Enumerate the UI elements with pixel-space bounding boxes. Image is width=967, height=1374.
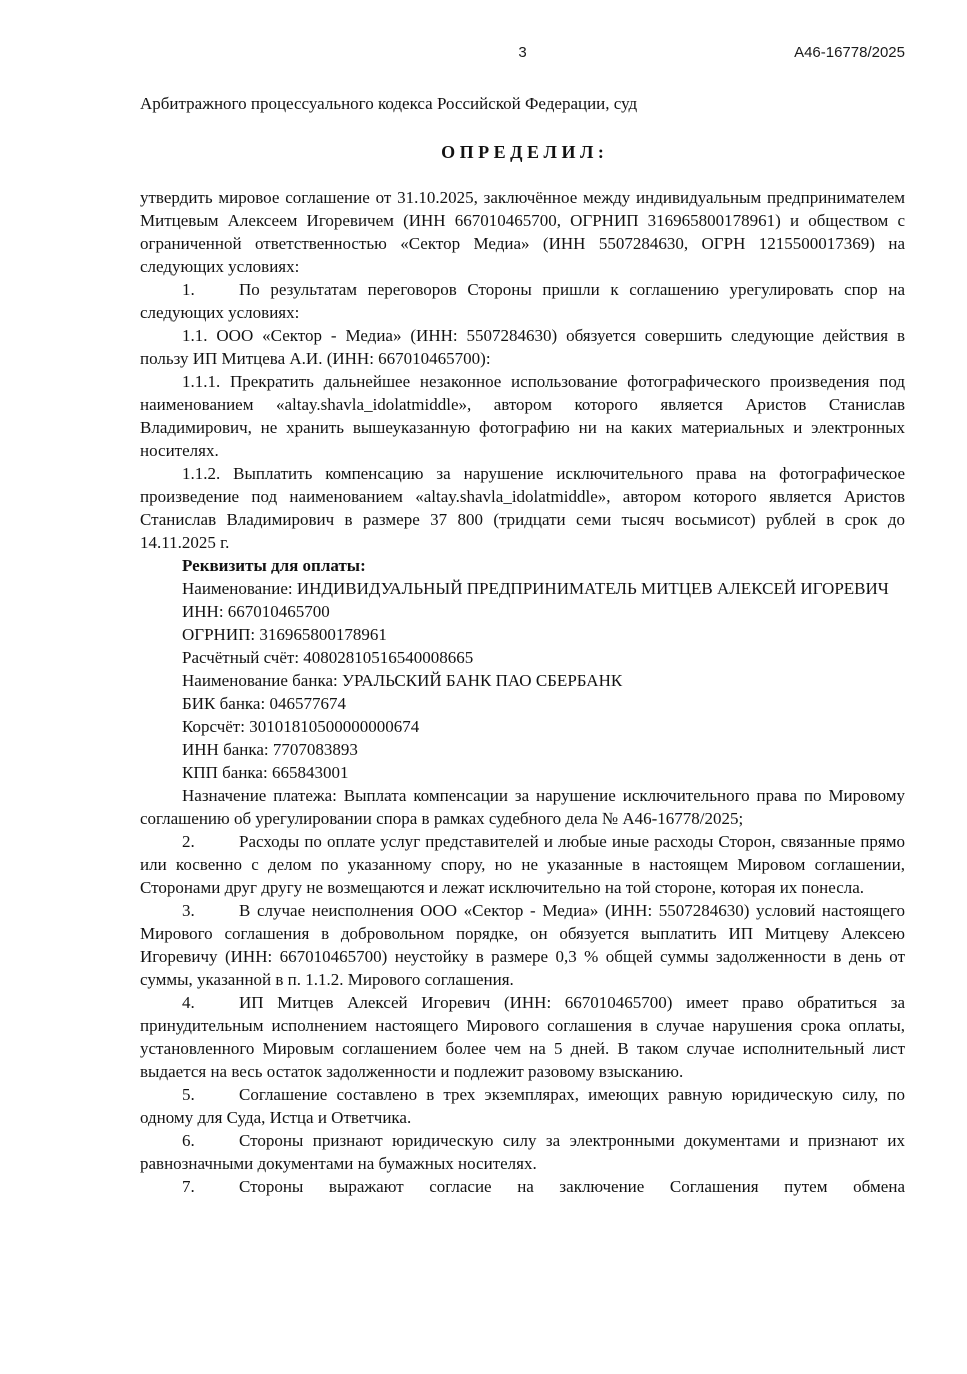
paragraph: 6. Стороны признают юридическую силу за электронными документами и признают их равнозначными документами на бумажных носителях. [140,1131,905,1173]
requisite-line: КПП банка: 665843001 [182,763,349,782]
paragraph-number: 1. [182,280,195,299]
intro-line: Арбитражного процессуального кодекса Российской Федерации, суд [140,94,638,113]
paragraph: 5. Соглашение составлено в трех экземплярах, имеющих равную юридическую силу, по одному для Суда, Истца и Ответчика. [140,1085,905,1127]
document-body [140,186,905,1198]
paragraph: 1. По результатам переговоров Стороны пришли к соглашению урегулировать спор на следующих условиях: [140,280,905,322]
requisite-line: ОГРНИП: 316965800178961 [182,625,387,644]
requisite-line: Наименование: ИНДИВИДУАЛЬНЫЙ ПРЕДПРИНИМАТЕЛЬ МИТЦЕВ АЛЕКСЕЙ ИГОРЕВИЧ [182,579,889,598]
paragraph-number: 3. [182,901,195,920]
paragraph-number: 5. [182,1085,195,1104]
requisite-line: БИК банка: 046577674 [182,694,346,713]
requisites-block [182,577,905,784]
paragraph: утвердить мировое соглашение от 31.10.2025, заключённое между индивидуальным предпринимателем Митцевым Алексеем Игоревичем (ИНН 667010465700, ОГРНИП 316965800178961) и обществом с ограниченной ответственностью «Сектор Медиа» (ИНН 5507284630, ОГРН 1215500017369) на следующих условиях: [140,188,905,276]
page-header [140,44,905,62]
requisite-line: ИНН банка: 7707083893 [182,740,358,759]
paragraph-number: 6. [182,1131,195,1150]
paragraph: Реквизиты для оплаты: [182,556,366,575]
requisite-line: Расчётный счёт: 40802810516540008665 [182,648,474,667]
paragraph: 1.1.1. Прекратить дальнейшее незаконное использование фотографического произведения под наименованием «altay.shavla_idolatmiddle», автором которого является Аристов Станислав Владимирович, не хранить вышеуказанную фотографию ни на каких материальных и электронных носителях. [140,372,905,460]
paragraph: 3. В случае неисполнения ООО «Сектор - Медиа» (ИНН: 5507284630) условий настоящего Мирового соглашения в добровольном порядке, он обязуется выплатить ИП Митцеву Алексею Игоревичу (ИНН: 667010465700) неустойку в размере 0,3 % общей суммы задолженности в день от суммы, указанной в п. 1.1.2. Мирового соглашения. [140,901,905,989]
paragraph: Назначение платежа: Выплата компенсации за нарушение исключительного права по Мировому соглашению об урегулировании спора в рамках судебного дела № А46-16778/2025; [140,786,905,828]
paragraph-number: 4. [182,993,195,1012]
paragraph: 1.1. ООО «Сектор - Медиа» (ИНН: 5507284630) обязуется совершить следующие действия в пользу ИП Митцева А.И. (ИНН: 667010465700): [140,326,905,368]
requisite-line: Наименование банка: УРАЛЬСКИЙ БАНК ПАО СБЕРБАНК [182,671,623,690]
paragraph: 7. Стороны выражают согласие на заключение Соглашения путем обмена [182,1177,905,1196]
page-number: 3 [518,44,527,61]
paragraph: 4. ИП Митцев Алексей Игоревич (ИНН: 667010465700) имеет право обратиться за принудительным исполнением настоящего Мирового соглашения в случае нарушения срока оплаты, установленного Мировым соглашением более чем на 5 дней. В таком случае исполнительный лист выдается на весь остаток задолженности и подлежит разовому взысканию. [140,993,905,1081]
requisite-line: Корсчёт: 30101810500000000674 [182,717,420,736]
case-number: А46-16778/2025 [794,44,905,61]
paragraph-number: 2. [182,832,195,851]
paragraph: 2. Расходы по оплате услуг представителей и любые иные расходы Сторон, связанные прямо или косвенно с делом по указанному спору, но не указанные в настоящем Мировом соглашении, Сторонами друг другу не возмещаются и лежат исключительно на той стороне, которая их понесла. [140,832,905,897]
ruling-heading: О П Р Е Д Е Л И Л : [441,142,604,162]
requisite-line: ИНН: 667010465700 [182,602,330,621]
paragraph: 1.1.2. Выплатить компенсацию за нарушение исключительного права на фотографическое произведение под наименованием «altay.shavla_idolatmiddle», автором которого является Аристов Станислав Владимирович в размере 37 800 (тридцати семи тысяч восьмисот) рублей в срок до 14.11.2025 г. [140,464,905,552]
paragraph-number: 7. [182,1177,195,1196]
